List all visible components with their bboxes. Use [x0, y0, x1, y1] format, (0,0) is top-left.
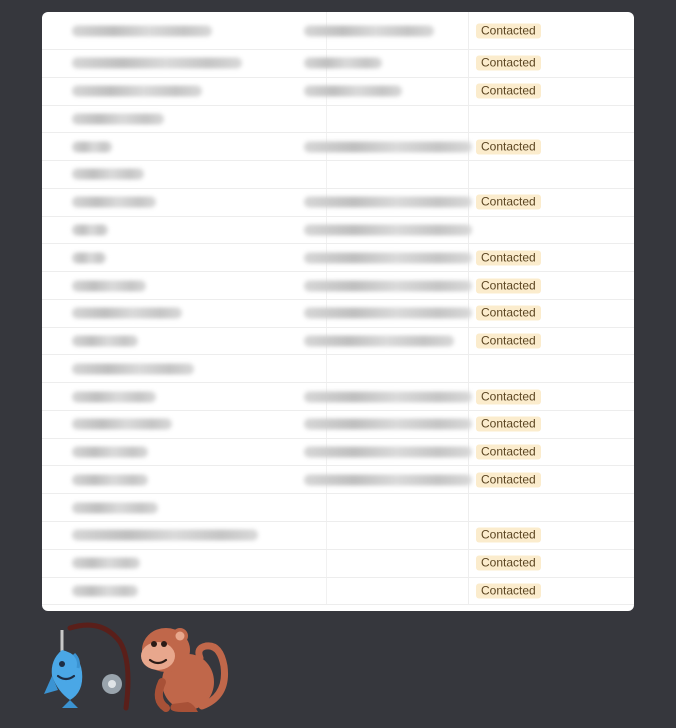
redacted-name [72, 141, 112, 152]
name-cell[interactable] [68, 12, 327, 49]
name-cell[interactable] [68, 466, 327, 493]
status-badge: Contacted [476, 278, 541, 293]
table-row[interactable] [42, 106, 634, 134]
company-cell[interactable] [300, 411, 469, 438]
status-cell[interactable] [472, 466, 634, 493]
redacted-name [72, 197, 156, 208]
company-cell[interactable] [300, 161, 469, 188]
redacted-company [304, 308, 472, 319]
redacted-name [72, 86, 202, 97]
status-cell[interactable] [472, 272, 634, 299]
table-row[interactable] [42, 189, 634, 217]
name-cell[interactable] [68, 328, 327, 355]
status-badge: Contacted [476, 528, 541, 543]
company-cell[interactable] [300, 300, 469, 327]
name-cell[interactable] [68, 522, 327, 549]
redacted-name [72, 252, 106, 263]
table-row[interactable] [42, 217, 634, 245]
name-cell[interactable] [68, 550, 327, 577]
table-row[interactable] [42, 300, 634, 328]
status-cell[interactable] [472, 578, 634, 605]
table-row[interactable] [42, 466, 634, 494]
status-cell[interactable] [472, 12, 634, 49]
redacted-name [72, 280, 146, 291]
spreadsheet-card [42, 12, 634, 611]
status-badge: Contacted [476, 306, 541, 321]
company-cell[interactable] [300, 12, 469, 49]
company-cell[interactable] [300, 272, 469, 299]
status-cell[interactable] [472, 439, 634, 466]
redacted-name [72, 113, 164, 124]
company-cell[interactable] [300, 106, 469, 133]
table-row[interactable] [42, 522, 634, 550]
status-cell[interactable] [472, 133, 634, 160]
status-cell[interactable] [472, 78, 634, 105]
company-cell[interactable] [300, 133, 469, 160]
name-cell[interactable] [68, 411, 327, 438]
redacted-company [304, 58, 382, 69]
company-cell[interactable] [300, 328, 469, 355]
status-badge: Contacted [476, 84, 541, 99]
redacted-company [304, 141, 472, 152]
redacted-company [304, 474, 472, 485]
redacted-name [72, 474, 148, 485]
table-row[interactable] [42, 50, 634, 78]
redacted-name [72, 224, 108, 235]
redacted-company [304, 280, 472, 291]
table-row[interactable] [42, 383, 634, 411]
status-cell[interactable] [472, 522, 634, 549]
name-cell[interactable] [68, 161, 327, 188]
table-row[interactable] [42, 578, 634, 606]
company-cell[interactable] [300, 78, 469, 105]
contacts-table [42, 12, 634, 605]
status-badge: Contacted [476, 23, 541, 38]
company-cell[interactable] [300, 50, 469, 77]
table-row[interactable] [42, 355, 634, 383]
company-cell[interactable] [300, 578, 469, 605]
status-badge: Contacted [476, 334, 541, 349]
name-cell[interactable] [68, 217, 327, 244]
status-cell[interactable] [472, 106, 634, 133]
company-cell[interactable] [300, 439, 469, 466]
company-cell[interactable] [300, 189, 469, 216]
company-cell[interactable] [300, 383, 469, 410]
table-row[interactable] [42, 244, 634, 272]
status-cell[interactable] [472, 494, 634, 521]
redacted-company [304, 252, 472, 263]
status-cell[interactable] [472, 217, 634, 244]
status-badge: Contacted [476, 556, 541, 571]
status-cell[interactable] [472, 244, 634, 271]
status-badge: Contacted [476, 139, 541, 154]
table-row[interactable] [42, 78, 634, 106]
status-cell[interactable] [472, 411, 634, 438]
table-row[interactable] [42, 550, 634, 578]
name-cell[interactable] [68, 244, 327, 271]
fishing-pole-fish-icon[interactable] [40, 620, 132, 712]
reaction-emojis [40, 620, 240, 714]
redacted-company [304, 86, 402, 97]
redacted-company [304, 419, 472, 430]
name-cell[interactable] [68, 300, 327, 327]
redacted-company [304, 447, 472, 458]
redacted-name [72, 447, 148, 458]
redacted-name [72, 502, 158, 513]
redacted-name [72, 585, 138, 596]
redacted-name [72, 25, 212, 36]
company-cell[interactable] [300, 244, 469, 271]
redacted-company [304, 25, 434, 36]
status-cell[interactable] [472, 550, 634, 577]
status-badge: Contacted [476, 56, 541, 71]
status-cell[interactable] [472, 300, 634, 327]
status-cell[interactable] [472, 383, 634, 410]
redacted-name [72, 169, 144, 180]
redacted-name [72, 336, 138, 347]
name-cell[interactable] [68, 439, 327, 466]
name-cell[interactable] [68, 383, 327, 410]
redacted-name [72, 558, 140, 569]
redacted-company [304, 224, 472, 235]
status-cell[interactable] [472, 189, 634, 216]
company-cell[interactable] [300, 550, 469, 577]
name-cell[interactable] [68, 355, 327, 382]
redacted-name [72, 58, 242, 69]
company-cell[interactable] [300, 355, 469, 382]
company-cell[interactable] [300, 466, 469, 493]
redacted-company [304, 336, 454, 347]
table-row[interactable] [42, 161, 634, 189]
company-cell[interactable] [300, 522, 469, 549]
redacted-name [72, 419, 172, 430]
name-cell[interactable] [68, 494, 327, 521]
table-row[interactable] [42, 272, 634, 300]
table-row[interactable] [42, 411, 634, 439]
name-cell[interactable] [68, 272, 327, 299]
status-cell[interactable] [472, 355, 634, 382]
status-badge: Contacted [476, 417, 541, 432]
name-cell[interactable] [68, 106, 327, 133]
status-cell[interactable] [472, 50, 634, 77]
name-cell[interactable] [68, 50, 327, 77]
name-cell[interactable] [68, 133, 327, 160]
status-cell[interactable] [472, 328, 634, 355]
redacted-company [304, 391, 472, 402]
name-cell[interactable] [68, 578, 327, 605]
name-cell[interactable] [68, 78, 327, 105]
redacted-name [72, 308, 182, 319]
redacted-name [72, 530, 258, 541]
company-cell[interactable] [300, 494, 469, 521]
table-row[interactable] [42, 439, 634, 467]
company-cell[interactable] [300, 217, 469, 244]
status-badge: Contacted [476, 583, 541, 598]
table-row[interactable] [42, 328, 634, 356]
name-cell[interactable] [68, 189, 327, 216]
status-badge: Contacted [476, 389, 541, 404]
table-row[interactable] [42, 133, 634, 161]
redacted-name [72, 363, 194, 374]
status-cell[interactable] [472, 161, 634, 188]
table-row[interactable] [42, 494, 634, 522]
monkey-icon[interactable] [136, 620, 230, 714]
status-badge: Contacted [476, 445, 541, 460]
table-row[interactable] [42, 12, 634, 50]
status-badge: Contacted [476, 250, 541, 265]
status-badge: Contacted [476, 195, 541, 210]
redacted-company [304, 197, 472, 208]
status-badge: Contacted [476, 472, 541, 487]
redacted-name [72, 391, 156, 402]
